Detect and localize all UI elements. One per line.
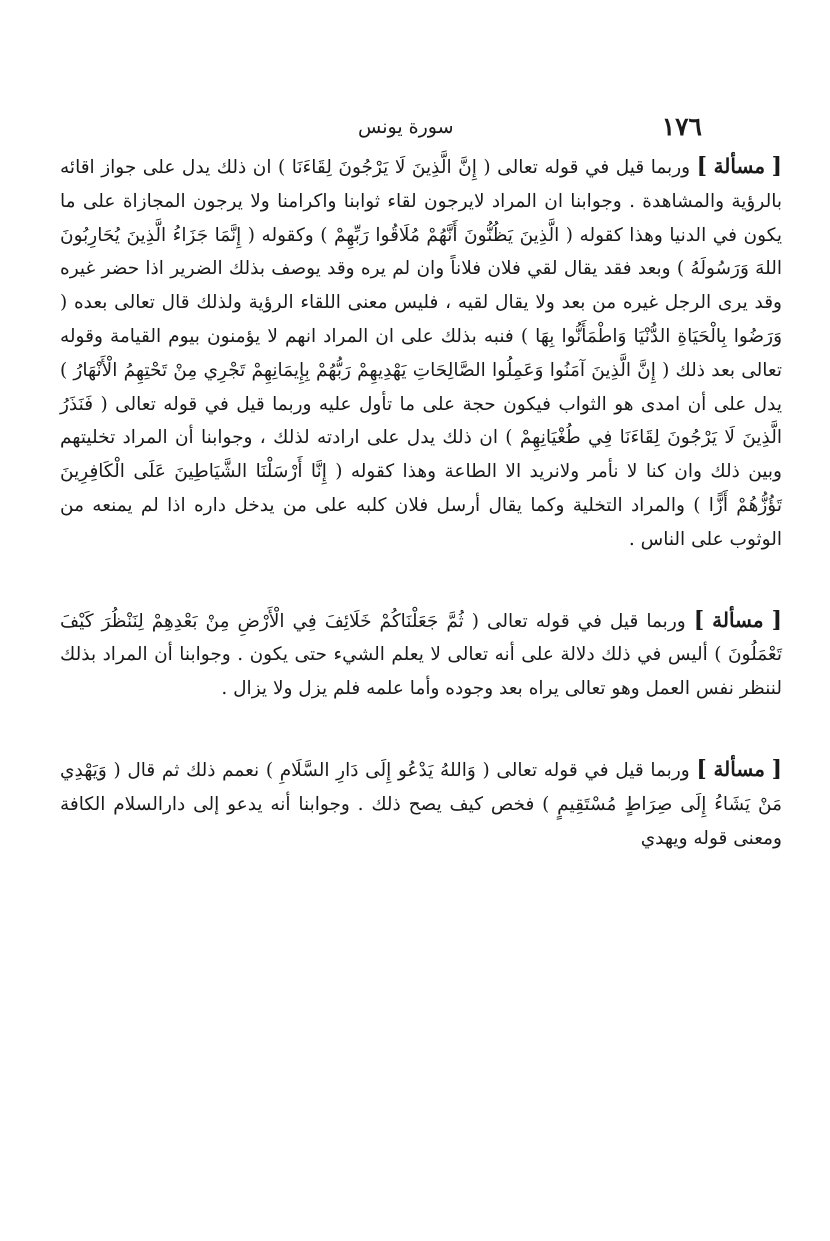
page-header [0,112,830,152]
section-text: وربما قيل في قوله تعالى ( إِنَّ الَّذِينَ لَا يَرْجُونَ لِقَاءَنَا ) ان ذلك يدل على جواز اقائه بالرؤية والمشاهدة . وجوابنا ان المراد لايرجون لقاء ثوابنا واكرامنا ولا يرجون المجازاة على ما يكون في الدنيا وهذا كقوله ( الَّذِينَ يَظُنُّونَ أَنَّهُمْ مُلَاقُوا رَبِّهِمْ ) وكقوله ( إِنَّمَا جَزَاءُ الَّذِينَ يُحَارِبُونَ اللهَ وَرَسُولَهُ ) وبعد فقد يقال لقي فلان فلاناً وان لم يره وقد يوصف بذلك الضرير اذا حضر غيره وقد يرى الرجل غيره من بعد ولا يقال لقيه ، فليس معنى اللقاء الرؤية ولذلك قال تعالى بعده ( وَرَضُوا بِالْحَيَاةِ الدُّنْيَا وَاطْمَأَنُّوا بِهَا ) فنبه بذلك على ان المراد انهم لا يؤمنون بيوم القيامة وقوله تعالى بعد ذلك ( إِنَّ الَّذِينَ آمَنُوا وَعَمِلُوا الصَّالِحَاتِ يَهْدِيهِمْ رَبُّهُمْ بِإِيمَانِهِمْ تَجْرِي مِنْ تَحْتِهِمُ الْأَنْهَارُ ) يدل على أن امدى هو الثواب فيكون حجة على ما تأول عليه وربما قيل في قوله تعالى ( فَنَذَرُ الَّذِينَ لَا يَرْجُونَ لِقَاءَنَا فِي طُغْيَانِهِمْ ) ان ذلك يدل على ارادته لذلك ، وجوابنا أن المراد تخليتهم وبين ذلك وان كنا لا نأمر ولانريد الا الطاعة وهذا كقوله ( إِنَّا أَرْسَلْنَا الشَّيَاطِينَ عَلَى الْكَافِرِينَ تَؤُزُّهُمْ أَزًّا ) والمراد التخلية وكما يقال أرسل فلان كلبه على من يدخل داره اذا لم يمنعه من الوثوب على الناس . [60,157,782,550]
page-body [60,150,782,855]
section-label: مسألة [713,154,766,178]
section-text: وربما قيل في قوله تعالى ( وَاللهُ يَدْعُو إِلَى دَارِ السَّلَامِ ) نعمم ذلك ثم قال ( وَيَهْدِي مَنْ يَشَاءُ إِلَى صِرَاطٍ مُسْتَقِيمٍ ) فخص كيف يصح ذلك . وجوابنا أنه يدعو إلى دارالسلام الكافة ومعنى قوله ويهدي [60,759,782,849]
section-text: وربما قيل في قوله تعالى ( ثُمَّ جَعَلْنَاكُمْ خَلَائِفَ فِي الْأَرْضِ مِنْ بَعْدِهِمْ لِنَنْظُرَ كَيْفَ تَعْمَلُونَ ) أليس في ذلك دلالة على أنه تعالى لا يعلم الشيء حتى يكون . وجوابنا أن المراد بذلك لننظر نفس العمل وهو تعالى يراه بعد وجوده وأما علمه فلم يزل ولا يزال . [60,610,782,700]
question-section-3 [60,753,782,855]
running-title: سورة يونس [358,116,454,138]
question-section-1 [60,150,782,557]
close-bracket: ] [696,153,708,179]
close-bracket: ] [696,755,707,782]
question-section-2 [60,604,782,706]
open-bracket: [ [771,755,782,782]
open-bracket: [ [771,153,782,179]
open-bracket: [ [771,606,783,633]
close-bracket: ] [693,606,705,633]
page-number: ١٧٦ [661,112,702,141]
section-label: مسألة [712,607,764,632]
section-label: مسألة [713,756,765,781]
